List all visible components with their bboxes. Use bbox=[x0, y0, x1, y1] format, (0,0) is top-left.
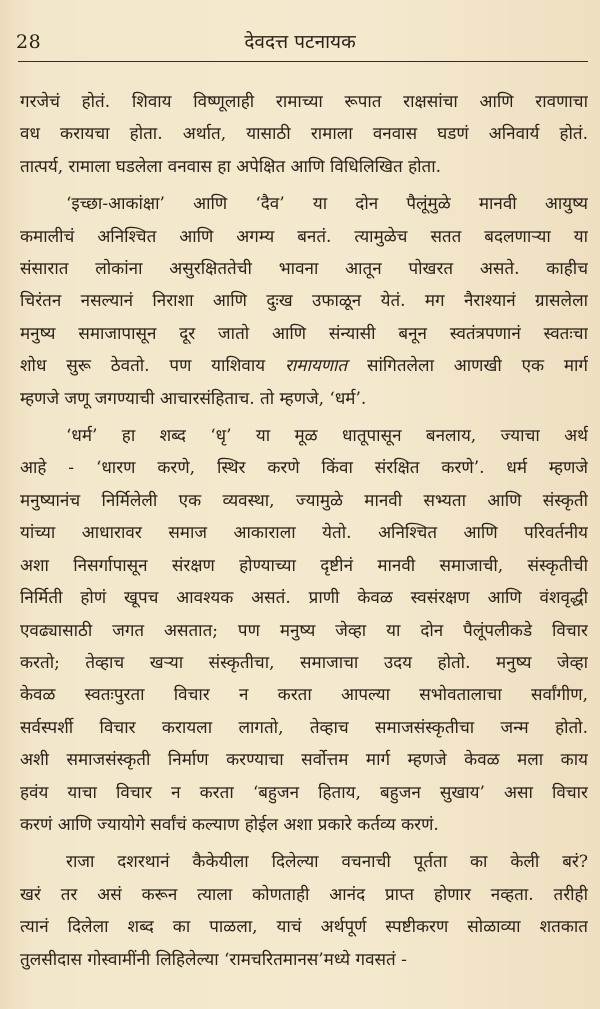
text-line: सर्वस्पर्शी विचार करायला लागतो, तेव्हाच समाजसंस्कृतीचा जन्म होतो. bbox=[20, 717, 588, 738]
text-line: तुलसीदास गोस्वामींनी लिहिलेल्या ‘रामचरितमानस’मध्ये गवसतं - bbox=[20, 949, 407, 970]
text-line: राजा दशरथानं कैकेयीला दिलेल्या वचनाची पूर्तता का केली बरं? bbox=[66, 852, 588, 873]
paragraph bbox=[20, 846, 588, 976]
paragraph bbox=[20, 86, 588, 183]
text-line: ‘इच्छा-आकांक्षा’ आणि ‘दैव’ या दोन पैलूंमुळे मानवी आयुष्य bbox=[66, 194, 588, 215]
running-title: देवदत्त पटनायक bbox=[244, 31, 356, 53]
text-line: यांच्या आधारावर समाज आकाराला येतो. अनिश्चित आणि परिवर्तनीय bbox=[20, 523, 588, 544]
text-line: खरं तर असं करून त्याला कोणताही आनंद प्राप्त होणार नव्हता. तरीही bbox=[20, 884, 588, 905]
text-fragment: शोध सुरू ठेवतो. पण याशिवाय bbox=[20, 356, 266, 377]
text-line: एवढ्यासाठी जगत असतात; पण मनुष्य जेव्हा या दोन पैलूंपलीकडे विचार bbox=[20, 620, 588, 641]
text-line: निर्मिती होणं खूपच आवश्यक असतं. प्राणी केवळ स्वसंरक्षण आणि वंशवृद्धी bbox=[20, 588, 588, 609]
body-text bbox=[20, 86, 588, 976]
page-header bbox=[0, 28, 600, 56]
text-line: केवळ स्वतःपुरता विचार न करता आपल्या सभोवतालाचा सर्वांगीण, bbox=[20, 685, 588, 706]
text-line: गरजेचं होतं. शिवाय विष्णूलाही रामाच्या रूपात राक्षसांचा आणि रावणाचा bbox=[20, 92, 588, 112]
text-line: कमालीचं अनिश्चित आणि अगम्य बनतं. त्यामुळेच सतत बदलणाऱ्या या bbox=[20, 226, 588, 247]
text-line: संसारात लोकांना असुरक्षिततेची भावना आतून पोखरत असते. काहीच bbox=[20, 259, 588, 280]
text-line: चिरंतन नसल्यानं निराशा आणि दुःख उफाळून येतं. मग नैराश्यानं ग्रासलेला bbox=[20, 291, 588, 312]
text-line: आहे - ‘धारण करणे, स्थिर करणे किंवा संरक्षित करणे’. धर्म म्हणजे bbox=[20, 458, 588, 479]
text-line: म्हणजे जणू जगण्याची आचारसंहिताच. तो म्हणजे, ‘धर्म’. bbox=[20, 388, 367, 409]
text-line: करणं आणि ज्यायोगे सर्वांचं कल्याण होईल अशा प्रकारे कर्तव्य करणं. bbox=[20, 814, 439, 835]
paragraph bbox=[20, 188, 588, 415]
text-line: हवंय याचा विचार न करता ‘बहुजन हिताय, बहुजन सुखाय’ असा विचार bbox=[20, 782, 588, 803]
text-fragment: सांगितलेला आणखी एक मार्ग bbox=[366, 356, 588, 377]
text-line: त्यानं दिलेला शब्द का पाळला, याचं अर्थपूर्ण स्पष्टीकरण सोळाव्या शतकात bbox=[20, 917, 588, 938]
text-line: अशा निसर्गापासून संरक्षण होण्याच्या दृष्टीनं मानवी समाजाची, संस्कृतीची bbox=[20, 555, 588, 576]
text-line: वध करायचा होता. अर्थात, यासाठी रामाला वनवास घडणं अनिवार्य होतं. bbox=[20, 124, 588, 145]
text-line: तात्पर्य, रामाला घडलेला वनवास हा अपेक्षित आणि विधिलिखित होता. bbox=[20, 156, 441, 177]
text-line: करतो; तेव्हाच खऱ्या संस्कृतीचा, समाजाचा उदय होतो. मनुष्य जेव्हा bbox=[20, 652, 588, 673]
header-rule bbox=[18, 61, 588, 62]
page-number: 28 bbox=[16, 31, 42, 53]
text-line: ‘धर्म’ हा शब्द ‘धृ’ या मूळ धातूपासून बनलाय, ज्याचा अर्थ bbox=[66, 426, 588, 447]
paragraph bbox=[20, 420, 588, 841]
text-line: मनुष्यानंच निर्मिलेली एक व्यवस्था, ज्यामुळे मानवी सभ्यता आणि संस्कृती bbox=[20, 490, 588, 511]
text-line: मनुष्य समाजापासून दूर जातो आणि संन्यासी बनून स्वतंत्रपणानं स्वतःचा bbox=[20, 323, 588, 344]
text-line: अशी समाजसंस्कृती निर्माण करण्याचा सर्वोत्तम मार्ग म्हणजे केवळ मला काय bbox=[20, 750, 588, 771]
text-line-mixed bbox=[20, 350, 588, 382]
italic-title: रामायणात bbox=[284, 356, 348, 377]
